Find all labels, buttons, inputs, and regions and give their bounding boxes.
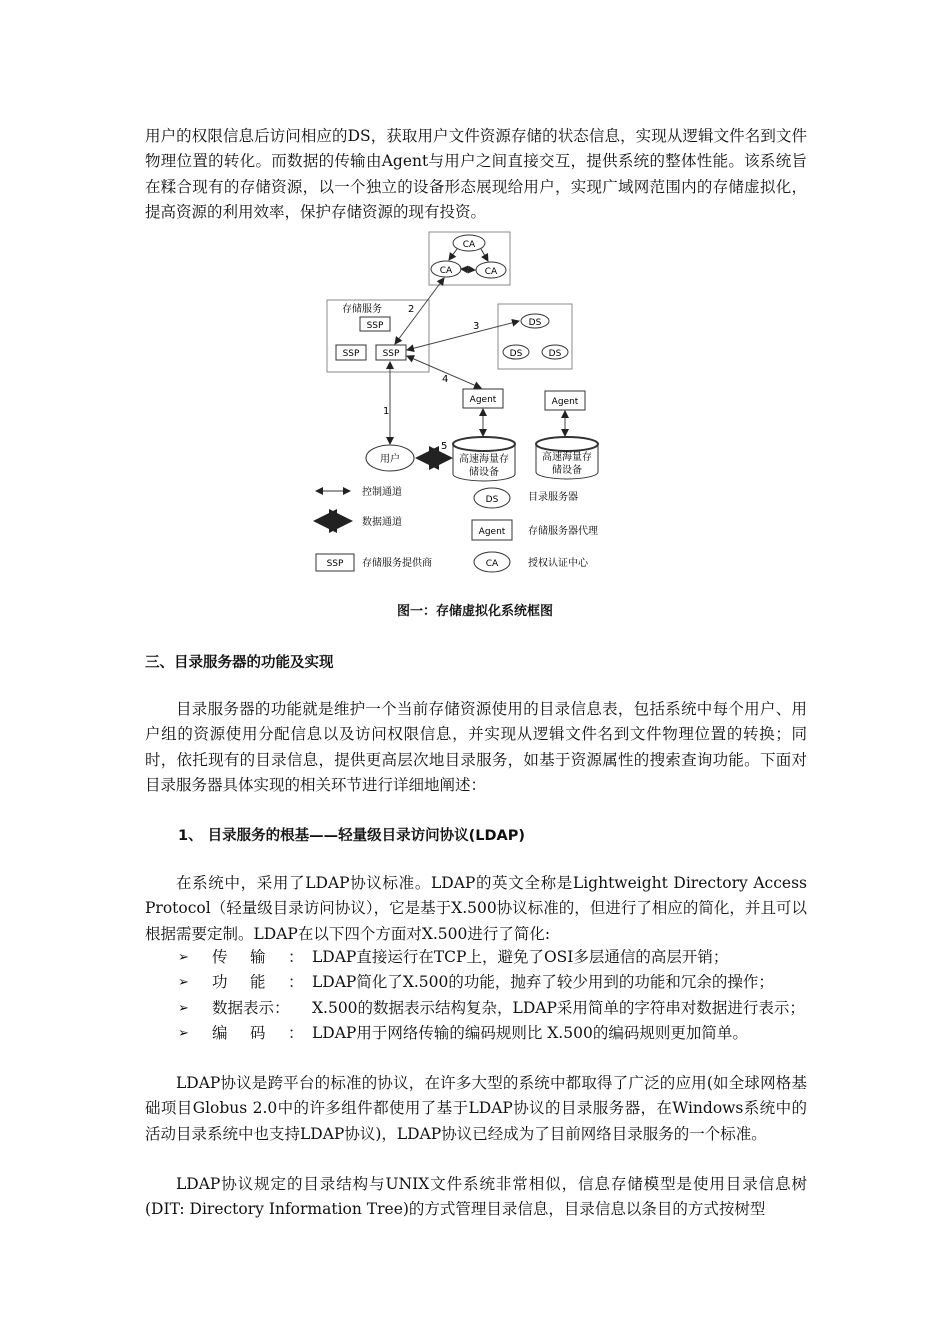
svg-text:用户: 用户	[380, 454, 400, 465]
storage-service-label: 存储服务	[342, 304, 382, 315]
svg-text:1: 1	[383, 406, 390, 417]
legend-data-channel	[316, 515, 402, 528]
legend-agent	[472, 520, 598, 540]
list-item	[145, 996, 807, 1021]
list-item-text: LDAP直接运行在TCP上，避免了OSI多层通信的高层开销；	[312, 948, 729, 966]
agent-node-right	[545, 391, 585, 410]
svg-text:5: 5	[441, 441, 448, 452]
arrow-bullet-icon: ➢	[178, 975, 189, 991]
ssp-node-left	[336, 345, 366, 360]
agent-node-left	[463, 389, 503, 408]
ca-node-top	[453, 235, 485, 251]
section-heading: 三、目录服务器的功能及实现	[145, 655, 334, 671]
svg-text:授权认证中心: 授权认证中心	[528, 558, 588, 569]
svg-text:存储服务提供商: 存储服务提供商	[362, 558, 432, 569]
svg-text:CA: CA	[439, 266, 453, 276]
svg-text:SSP: SSP	[326, 559, 344, 569]
list-item-term: 编码：	[212, 1024, 326, 1043]
paragraph-ldap-standard: 在系统中，采用了LDAP协议标准。LDAP的英文全称是Lightweight Directory Access Protocol（轻量级目录访问协议），它是基于X.500协议标准的，但进行了相应的简化，并且可以根据需要定制。LDAP在以下四个方面对X.500进行了简化:	[145, 874, 807, 943]
svg-text:SSP: SSP	[382, 349, 400, 359]
svg-text:储设备: 储设备	[469, 467, 499, 478]
list-item-text: LDAP简化了X.500的功能，抛弃了较少用到的功能和冗余的操作；	[312, 973, 774, 992]
user-node	[366, 445, 414, 471]
svg-text:Agent: Agent	[469, 395, 497, 405]
svg-text:储设备: 储设备	[552, 465, 582, 476]
svg-text:存储服务器代理: 存储服务器代理	[528, 526, 598, 537]
ds-node-right	[542, 345, 568, 359]
svg-text:DS: DS	[548, 349, 562, 359]
ssp-node-top	[360, 317, 390, 331]
svg-text:DS: DS	[509, 349, 523, 359]
ldap-simplification-list	[145, 945, 807, 1047]
storage-device-right	[536, 437, 598, 479]
svg-text:DS: DS	[485, 495, 499, 505]
list-item-term: 数据表示：	[212, 998, 290, 1017]
svg-text:高速海量存: 高速海量存	[542, 452, 592, 463]
arrow-bullet-icon: ➢	[178, 1000, 189, 1016]
arrow-bullet-icon: ➢	[178, 1026, 189, 1042]
ssp-node-main	[376, 345, 406, 360]
svg-text:4: 4	[442, 374, 449, 385]
svg-text:Agent: Agent	[551, 397, 579, 407]
svg-text:控制通道: 控制通道	[362, 487, 402, 498]
ca-node-left	[431, 261, 461, 277]
list-item-text: X.500的数据表示结构复杂，LDAP采用简单的字符串对数据进行表示；	[312, 998, 805, 1017]
list-item	[145, 945, 807, 970]
svg-text:高速海量存: 高速海量存	[459, 454, 509, 465]
storage-virtualization-diagram	[0, 0, 950, 600]
legend-control-channel	[316, 485, 402, 498]
svg-text:数据通道: 数据通道	[362, 517, 402, 528]
svg-text:3: 3	[473, 321, 480, 332]
svg-text:CA: CA	[485, 559, 499, 569]
svg-text:SSP: SSP	[342, 349, 360, 359]
legend-ssp	[316, 554, 432, 571]
svg-text:2: 2	[408, 304, 415, 315]
svg-text:CA: CA	[484, 267, 498, 277]
legend-ds	[474, 488, 578, 508]
ca-node-right	[476, 262, 506, 278]
svg-text:目录服务器: 目录服务器	[528, 492, 578, 503]
svg-text:SSP: SSP	[366, 321, 384, 331]
paragraph-intro: 用户的权限信息后访问相应的DS，获取用户文件资源存储的状态信息，实现从逻辑文件名到文件物理位置的转化。而数据的传输由Agent与用户之间直接交互，提供系统的整体性能。该系统旨在糅合现有的存储资源，以一个独立的设备形态展现给用户，实现广域网范围内的存储虚拟化，提高资源的利用效率，保护存储资源的现有投资。	[145, 127, 807, 222]
arrow-bullet-icon: ➢	[178, 950, 189, 965]
storage-device-left	[453, 437, 515, 481]
paragraph-directory-service: 目录服务器的功能就是维护一个当前存储资源使用的目录信息表，包括系统中每个用户、用户组的资源使用分配信息以及访问权限信息，并实现从逻辑文件名到文件物理位置的转换；同时，依托现有的目录信息，提供更高层次地目录服务，如基于资源属性的搜索查询功能。下面对目录服务器具体实现的相关环节进行详细地阐述：	[145, 700, 807, 795]
svg-text:Agent: Agent	[478, 527, 506, 537]
svg-text:DS: DS	[528, 318, 542, 328]
list-item-term: 功能：	[212, 973, 326, 992]
ds-node-left	[503, 345, 529, 359]
list-item	[145, 970, 807, 995]
ds-node-top	[521, 314, 549, 328]
svg-text:CA: CA	[462, 240, 476, 250]
figure-caption: 图一：存储虚拟化系统框图	[396, 604, 553, 619]
paragraph-ldap-adoption: LDAP协议是跨平台的标准的协议，在许多大型的系统中都取得了广泛的应用(如全球网格基础项目Globus 2.0中的许多组件都使用了基于LDAP协议的目录服务器，在Windows系统中的活动目录系统中也支持LDAP协议)，LDAP协议已经成为了目前网络目录服务的一个标准。	[145, 1074, 807, 1143]
list-item	[145, 1021, 807, 1046]
legend-ca	[474, 552, 589, 572]
subsection-heading: 1、 目录服务的根基——轻量级目录访问协议(LDAP)	[178, 828, 526, 844]
list-item-text: LDAP用于网络传输的编码规则比 X.500的编码规则更加简单。	[312, 1024, 748, 1043]
list-item-term: 传输：	[212, 948, 326, 966]
paragraph-ldap-dit: LDAP协议规定的目录结构与UNIX文件系统非常相似，信息存储模型是使用目录信息树(DIT: Directory Information Tree)的方式管理目录信息，目录信息以条目的方式按树型	[145, 1175, 807, 1219]
